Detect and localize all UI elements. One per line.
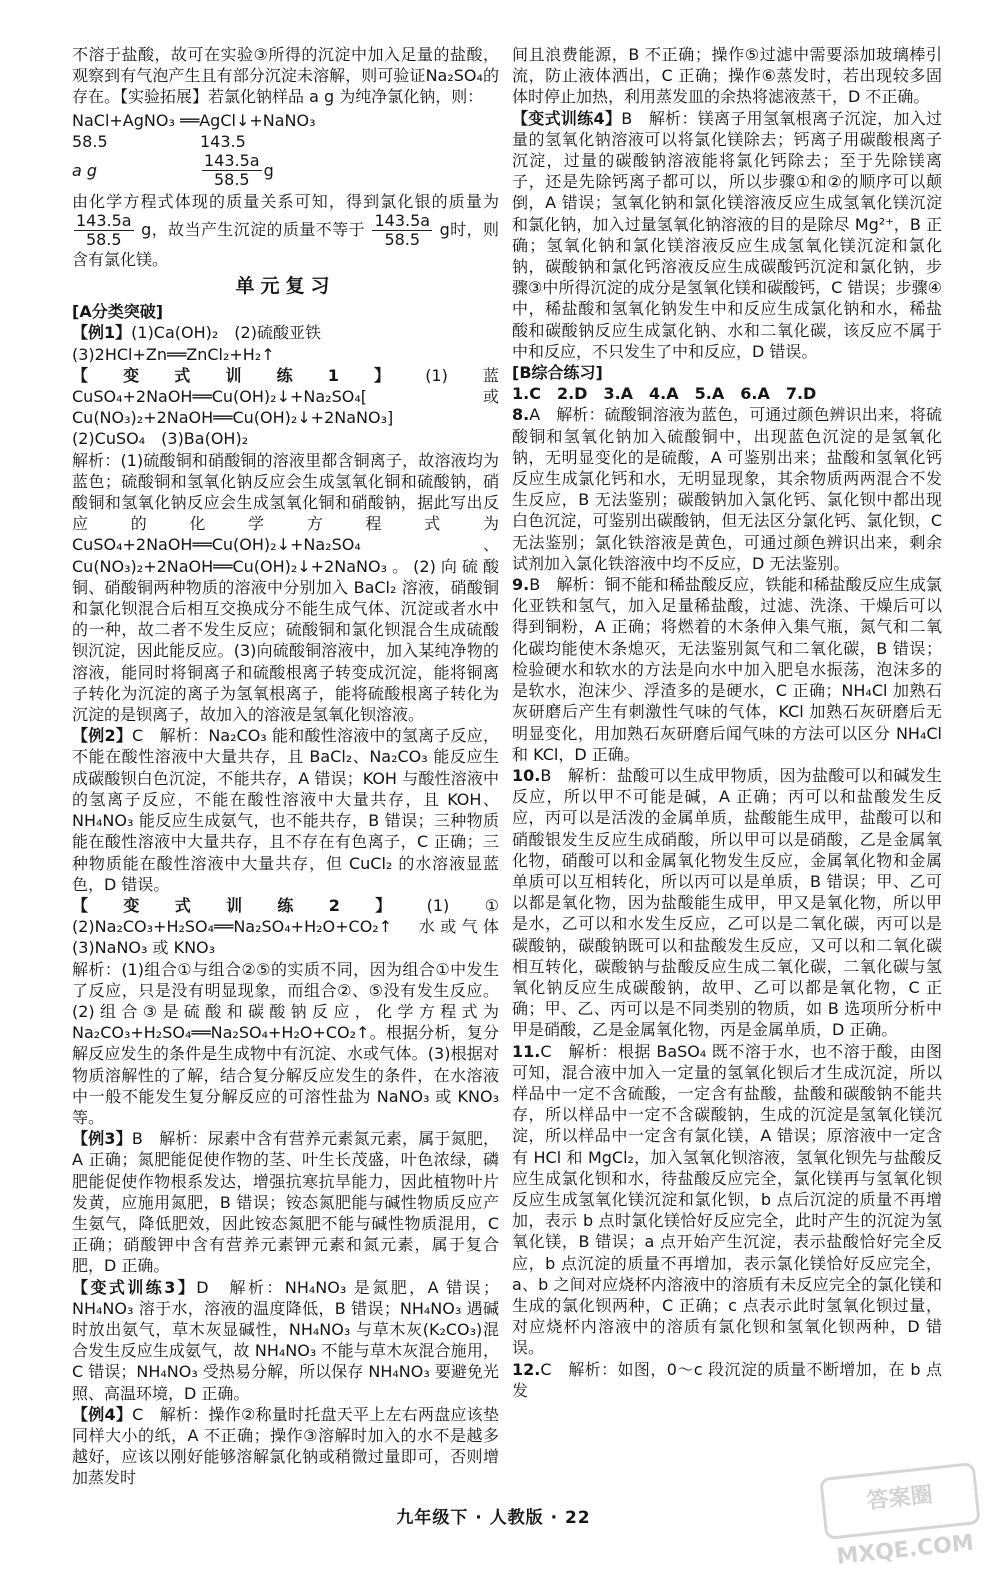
example-4-tag: 【例4】: [72, 1404, 133, 1424]
p2-text-c: g时，则含有氯化镁。: [72, 219, 499, 269]
equation-sample-mass: a g: [72, 160, 98, 180]
fraction-denominator: 58.5: [85, 229, 122, 249]
question-10-number: 10.: [512, 765, 541, 785]
p2-fraction-2: [372, 212, 432, 249]
example-4: [72, 1404, 499, 1489]
equation-fraction: [202, 152, 262, 189]
example-3-answer: B 解析：尿素中含有营养元素氮元素，属于氮肥，A 正确；氮肥能促使作物的茎、叶生长茂盛，叶色浓绿，磷肥能促使作物根系发达，增强抗寒抗旱能力，因此植物叶片发黄，应施用氮肥，B 错误；铵态氮肥能与碱性物质反应产生氨气，降低肥效，因此铵态氮肥不能与碱性物质混用，C 正确；硝酸钾中含有营养元素钾元素和氮元素，属于复合肥，D 正确。: [72, 1129, 499, 1276]
question-12: [512, 1359, 942, 1401]
example-1-tag: 【例1】: [72, 323, 132, 343]
variant-1: [72, 365, 516, 429]
p2-text-a: 由化学方程式体现的质量关系可知，得到氯化银的质量为: [72, 191, 499, 211]
example-1: [72, 322, 499, 343]
variant-2-analysis: 解析：(1)组合①与组合②⑤的实质不同，因为组合①中发生了反应，只是没有明显现象，而组合②、⑤没有发生反应。(2)组合③是硫酸和碳酸钠反应，化学方程式为 Na₂CO₃+H₂SO₄══Na₂SO₄+H₂O+CO₂↑。根据分析，复分解反应发生的条件是生成物中有沉淀、水或气体。(3)根据对物质溶解性的了解，结合复分解反应发生的条件，在水溶液中一般不能发生复分解反应的可溶性盐为 NaNO₃ 或 KNO₃ 等。: [72, 959, 499, 1127]
p2-fraction-1: [74, 212, 134, 249]
question-9-analysis: B 解析：铜不能和稀盐酸反应，铁能和稀盐酸反应生成氯化亚铁和氢气，加入足量稀盐酸，过滤、洗涤、干燥后可以得到铜粉，A 正确；将燃着的木条伸入集气瓶，氮气和二氧化碳均能使木条熄灭，无法鉴别氮气和二氧化碳，B 错误；检验硬水和软水的方法是向水中加入肥皂水振荡，泡沫多的是软水，泡沫少、浮渣多的是硬水，C 正确；NH₄Cl 加熟石灰研磨后产生有刺激性气味的气体，KCl 加熟石灰研磨后无明显变化，用加熟石灰研磨后闻气味的方法可以区分 NH₄Cl 和 KCl，D 正确。: [512, 575, 942, 764]
question-10: [512, 765, 942, 1041]
question-11: [512, 1041, 942, 1359]
example-3: [72, 1128, 499, 1276]
variant-1-tag: 【变式训练1】: [72, 365, 426, 385]
variant-1-analysis: 解析：(1)硫酸铜和硝酸铜的溶液里都含铜离子，故溶液均为蓝色；硫酸铜和氢氧化钠反应会生成氢氧化铜和硫酸钠，硝酸铜和氢氧化钠反应会生成氢氧化铜和硝酸钠，据此写出反应的化学方程式为 CuSO₄+2NaOH══Cu(OH)₂↓+Na₂SO₄、Cu(NO₃)₂+2NaOH══Cu(OH)₂↓+2NaNO₃。(2)向硫酸铜、硝酸铜两种物质的溶液中分别加入 BaCl₂ 溶液，硝酸铜和氯化钡混合后相互交换成分不能生成气体、沉淀或者水中的一种，故二者不发生反应；硫酸铜和氯化钡混合生成硫酸钡沉淀，因此能反应。(3)向硫酸铜溶液中，加入某纯净物的溶液，能同时将铜离子和硫酸根离子转变成沉淀，能将铜离子转化为沉淀的离子为氢氧根离子，能将硫酸根离子转化为沉淀的是钡离子，故加入的溶液是氢氧化钡溶液。: [72, 450, 499, 725]
variant-3-answer: D 解析：NH₄NO₃ 是氮肥，A 错误；NH₄NO₃ 溶于水，溶液的温度降低，B 错误；NH₄NO₃ 遇碱时放出氨气，草木灰显碱性，NH₄NO₃ 与草木灰(K₂CO₃)混合发生反应生成氨气，故 NH₄NO₃ 不能与草木灰混合施用，C 错误；NH₄NO₃ 受热易分解，所以保存 NH₄NO₃ 要避免光照、高温环境，D 正确。: [72, 1277, 499, 1403]
example-1-part3: (3)2HCl+Zn══ZnCl₂+H₂↑: [72, 344, 275, 364]
variant-1-part2: (2)CuSO₄ (3)Ba(OH)₂: [72, 429, 249, 449]
equation-line-1: NaCl+AgNO₃ ══AgCl↓+NaNO₃: [72, 110, 316, 130]
page-footer: 九年级下 · 人教版 · 22: [396, 1508, 591, 1528]
question-12-number: 12.: [512, 1359, 541, 1379]
question-12-analysis: C 解析：如图，0～c 段沉淀的质量不断增加，在 b 点发: [512, 1359, 942, 1400]
section-b-title: [B综合练习]: [512, 363, 603, 383]
question-8-analysis: A 解析：硫酸铜溶液为蓝色，可通过颜色辨识出来，将硫酸铜和氢氧化钠加入硫酸铜中，出现蓝色沉淀的是氢氧化钠，无明显变化的是硫酸，A 可鉴别出来；盐酸和氢氧化钙反应生成氯化钙和水，无明显现象，其余物质两两混合不发生反应，B 无法鉴别；碳酸钠加入氯化钙、氯化钡中都出现白色沉淀，可鉴别出碳酸钠，但无法区分氯化钙、氯化钡，C 无法鉴别；氯化铁溶液是黄色，可通过颜色辨识出来，剩余试剂加入氯化铁溶液中均不反应，D 无法鉴别。: [512, 405, 942, 573]
fraction-numerator: 143.5a: [204, 150, 260, 170]
right-column: [512, 44, 942, 1401]
variant-2-answer: (1)① (2)Na₂CO₃+H₂SO₄══Na₂SO₄+H₂O+CO₂↑ 水或气体 (3)NaNO₃ 或 KNO₃: [72, 895, 516, 958]
left-paragraph-1: 不溶于盐酸，故可在实验③所得的沉淀中加入足量的盐酸，观察到有气泡产生且有部分沉淀未溶解，则可验证Na₂SO₄的存在。【实验拓展】若氯化钠样品 a g 为纯净氯化钠，则：: [72, 45, 499, 107]
question-9-number: 9.: [512, 575, 530, 595]
right-paragraph-1: 间且浪费能源，B 不正确；操作⑤过滤中需要添加玻璃棒引流，防止液体洒出，C 正确；操作⑥蒸发时，若出现较多固体时停止加热，利用蒸发皿的余热将滤液蒸干，D 不正确。: [512, 45, 942, 107]
question-11-analysis: C 解析：根据 BaSO₄ 既不溶于水，也不溶于酸，由图可知，混合液中加入一定量的氢氧化钡后才生成沉淀，所以样品中一定不含硫酸，一定含有盐酸，盐酸和碳酸钠不能共存，所以样品中一定不含碳酸钠，生成的沉淀是氢氧化镁沉淀，所以样品中一定含有氯化镁，A 错误；原溶液中一定含有 HCl 和 MgCl₂，加入氢氧化钡溶液，氢氧化钡先与盐酸反应生成氯化钡和水，待盐酸反应完全，氯化镁再与氢氧化钡反应生成氢氧化镁沉淀和氯化钡，b 点后沉淀的质量不再增加，表示 b 点时氯化镁恰好反应完全，此时产生的沉淀为氢氧化镁，B 错误；a 点开始产生沉淀，表示盐酸恰好完全反应，b 点沉淀的质量不再增加，表示氯化镁恰好反应完全，a、b 之间对应烧杯内溶液中的溶质有未反应完全的氯化镁和生成的氯化钡两种，C 正确；c 点表示此时氢氧化钡过量，对应烧杯内溶液中的溶质有氯化钡和氢氧化钡两种，D 错误。: [512, 1041, 942, 1358]
unit-review-heading: 单元复习: [235, 275, 336, 298]
question-11-number: 11.: [512, 1041, 541, 1061]
variant-3: [72, 1277, 499, 1404]
variant-3-tag: 【变式训练3】: [72, 1277, 197, 1297]
left-column: [72, 44, 516, 1489]
question-10-analysis: B 解析：盐酸可以生成甲物质，因为盐酸可以和碱发生反应，所以甲不可能是碱，A 正确；丙可以和盐酸发生反应，丙可以是活泼的金属单质，盐酸能生成甲，盐酸可以和硝酸银发生反应生成硝酸，所以甲可以是硝酸，乙是金属氧化物，硝酸可以和金属氧化物发生反应，金属氧化物和金属单质可以互相转化，所以丙可以是单质，B 错误；甲、乙可以都是氧化物，因为盐酸能生成甲，甲又是氧化物，所以甲是水，乙可以和水发生反应，乙可以是二氧化碳，丙可以是碳酸钠，碳酸钠既可以和盐酸发生反应，又可以和二氧化碳相互转化，碳酸钠与盐酸反应生成二氧化碳，二氧化碳与氢氧化钠反应生成碳酸钠，故甲、乙可以都是氧化物，C 正确；甲、乙、丙可以是不同类别的物质，如 B 选项所分析中甲是硝酸，乙是金属氧化物，丙是金属单质，D 正确。: [512, 765, 942, 1040]
left-paragraph-2: [72, 191, 499, 270]
equation-line-2: [72, 131, 499, 152]
variant-2: [72, 895, 516, 959]
example-2-answer: C 解析：Na₂CO₃ 能和酸性溶液中的氢离子反应，不能在酸性溶液中大量共存，且 BaCl₂、Na₂CO₃ 能反应生成碳酸钡白色沉淀，不能共存，A 错误；KOH 与酸性溶液中的氢离子反应，不能在酸性溶液中大量共存，且 KOH、NH₄NO₃ 能反应生成氨气，也不能共存，B 错误；三种物质能在酸性溶液中大量共存，且不存在有色离子，C 正确；三种物质能在酸性溶液中大量共存，但 CuCl₂ 的水溶液显蓝色，D 错误。: [72, 726, 499, 894]
example-1-answer: (1)Ca(OH)₂ (2)硫酸亚铁: [131, 323, 321, 343]
equation-line-3: [72, 152, 499, 189]
equation-mass-nacl: 58.5: [72, 131, 108, 151]
example-2-tag: 【例2】: [72, 726, 133, 746]
variant-2-tag: 【变式训练2】: [72, 895, 427, 915]
variant-1-answer: (1)蓝 CuSO₄+2NaOH══Cu(OH)₂↓+Na₂SO₄[或Cu(NO₃)₂+2NaOH══Cu(OH)₂↓+2NaNO₃]: [72, 365, 516, 428]
chemical-equation-block: [72, 110, 499, 189]
equation-mass-agcl: 143.5: [200, 131, 246, 151]
p2-text-b: g，故当产生沉淀的质量不等于: [141, 219, 365, 239]
answer-key-row: 1.C 2.D 3.A 4.A 5.A 6.A 7.D: [512, 384, 817, 404]
example-4-answer: C 解析：操作②称量时托盘天平上左右两盘应该垫同样大小的纸，A 不正确；操作③溶解时加入的水不是越多越好，应该以刚好能够溶解氯化钠或稍微过量即可，否则增加蒸发时: [72, 1404, 499, 1488]
watermark-logo: 答案圈 MXQE.COM: [819, 1462, 981, 1540]
question-8-number: 8.: [512, 405, 530, 425]
equation-unit: g: [263, 160, 274, 180]
question-8: [512, 404, 942, 574]
variant-4-answer: B 解析：镁离子用氢氧根离子沉淀，加入过量的氢氧化钠溶液可以将氯化镁除去；钙离子用碳酸根离子沉淀，过量的碳酸钠溶液能将氯化钙除去；至于先除镁离子，还是先除钙离子都可以，所以步骤①和②的顺序可以颠倒，A 错误；氢氧化钠和氯化镁溶液反应生成氢氧化镁沉淀和氯化钠，加入过量氢氧化钠溶液的目的是除尽 Mg²⁺，B 正确；氢氧化钠和氯化镁溶液反应生成氢氧化镁沉淀和氯化钠，碳酸钠和氯化钙溶液反应生成碳酸钙沉淀和氯化钠，步骤③中所得沉淀的成分是氢氧化镁和碳酸钙，C 错误；步骤④中，稀盐酸和氢氧化钠发生中和反应生成氯化钠和水，稀盐酸和碳酸钠反应生成氯化钠、水和二氧化碳，该反应不属于中和反应，不只发生了中和反应，D 错误。: [512, 108, 942, 361]
question-9: [512, 574, 942, 765]
example-3-tag: 【例3】: [72, 1129, 132, 1149]
fraction-denominator: 58.5: [384, 229, 421, 249]
variant-4: [512, 108, 942, 362]
fraction-denominator: 58.5: [213, 169, 250, 189]
example-2: [72, 725, 499, 895]
fraction-numerator: 143.5a: [374, 210, 431, 230]
section-a-title: [A分类突破]: [72, 302, 164, 322]
fraction-numerator: 143.5a: [76, 210, 132, 230]
variant-4-tag: 【变式训练4】: [512, 108, 622, 128]
